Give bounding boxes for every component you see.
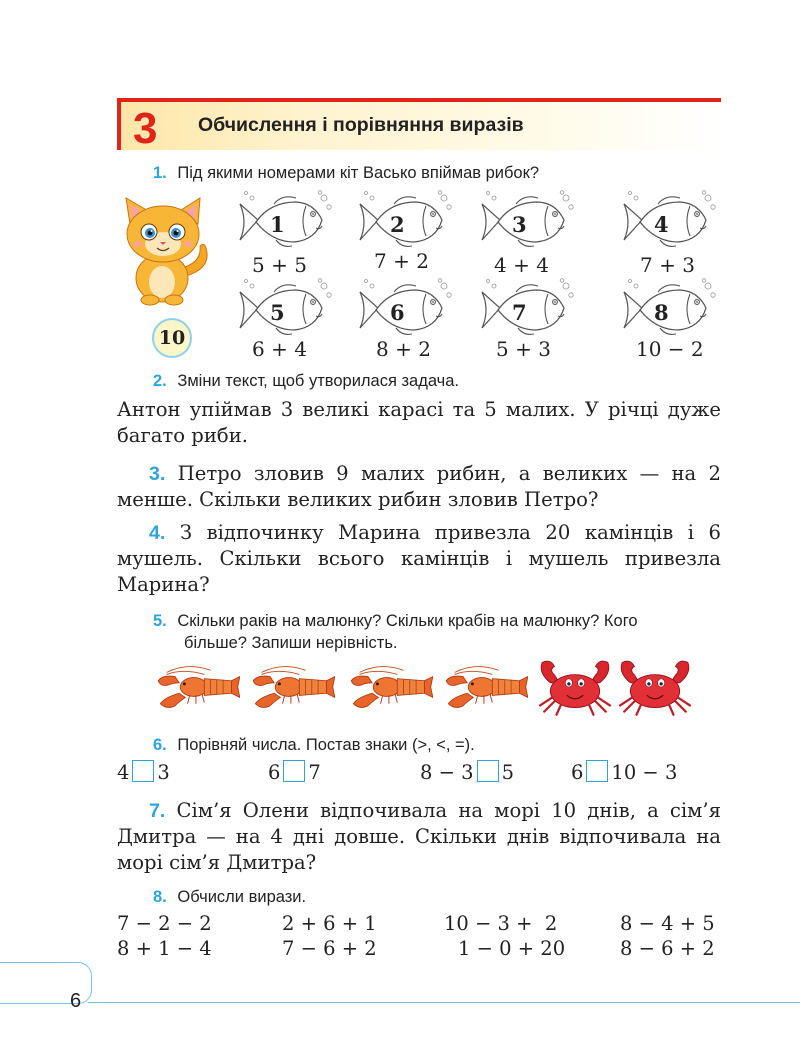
- task-2-story: Антон упіймав 3 великі карасі та 5 малих. У річці дуже багато риби.: [117, 398, 721, 447]
- fish-expression: 8 + 2: [376, 337, 431, 361]
- task-7: [117, 798, 721, 876]
- comparison-right: 3: [157, 761, 170, 784]
- comparison-right: 10 − 3: [611, 761, 678, 784]
- fish-icon: [356, 278, 456, 344]
- task-1-prompt: [153, 164, 539, 183]
- fish-icon: [236, 278, 336, 344]
- fish-expression: 7 + 3: [640, 253, 695, 277]
- fish-icon: [620, 190, 720, 256]
- crayfish-icon: [156, 664, 240, 710]
- crayfish-icon: [251, 664, 335, 710]
- page-number: 6: [70, 990, 82, 1012]
- task-4: [117, 520, 721, 598]
- fish-label: 4: [654, 212, 669, 237]
- task-2-number: 2.: [153, 372, 167, 390]
- task-6-text: Порівняй числа. Постав знаки (>, <, =).: [177, 736, 475, 754]
- expression: 8 − 4 + 5: [620, 912, 715, 935]
- task-6-prompt: [153, 736, 475, 755]
- fish-expression: 4 + 4: [494, 253, 549, 277]
- fish-item: [236, 190, 336, 261]
- task-1-number: 1.: [153, 164, 167, 182]
- fish-label: 7: [512, 300, 527, 325]
- comparison-left: 4: [117, 761, 130, 784]
- expression: 8 + 1 − 4: [117, 937, 212, 960]
- task-7-number: 7.: [149, 800, 166, 822]
- task-2-text: Зміни текст, щоб утворилася задача.: [177, 372, 460, 390]
- comparison-item: [420, 760, 514, 784]
- fish-label: 3: [512, 212, 527, 237]
- footer-divider: [88, 1002, 800, 1003]
- task-2-prompt: [153, 372, 459, 391]
- comparison-item: [268, 760, 321, 784]
- answer-box[interactable]: [586, 760, 608, 782]
- expression: 8 − 6 + 2: [620, 937, 715, 960]
- answer-box[interactable]: [283, 760, 305, 782]
- fish-label: 5: [270, 300, 285, 325]
- crayfish-icon: [349, 664, 433, 710]
- task-5-number: 5.: [153, 612, 167, 630]
- answer-box[interactable]: [132, 760, 154, 782]
- task-5-text-line1: Скільки раків на малюнку? Скільки крабів на малюнку? Кого: [177, 612, 638, 630]
- fish-label: 2: [390, 212, 405, 237]
- task-1-text: Під якими номерами кіт Васько впіймав рибок?: [177, 164, 540, 182]
- task-3-number: 3.: [149, 463, 166, 485]
- fish-item: [478, 190, 578, 261]
- task-8-text: Обчисли вирази.: [177, 888, 307, 906]
- comparison-right: 7: [308, 761, 321, 784]
- fish-expression: 5 + 3: [496, 337, 551, 361]
- fish-expression: 5 + 5: [252, 253, 307, 277]
- task-8-prompt: [153, 888, 306, 907]
- expression: 1 − 0 + 20: [458, 937, 566, 960]
- fish-expression: 6 + 4: [252, 337, 307, 361]
- fish-icon: [620, 278, 720, 344]
- comparison-left: 8 − 3: [420, 761, 474, 784]
- crab-icon: [616, 658, 694, 716]
- lesson-number: 3: [133, 104, 158, 153]
- fish-expression: 7 + 2: [374, 249, 429, 273]
- expression: 7 − 6 + 2: [282, 937, 377, 960]
- cat-icon: [116, 196, 214, 308]
- fish-label: 6: [390, 300, 405, 325]
- expression: 2 + 6 + 1: [282, 912, 377, 935]
- answer-circle: [152, 318, 192, 358]
- task-6-number: 6.: [153, 736, 167, 754]
- answer-circle-value: 10: [158, 327, 186, 349]
- task-5-prompt: [153, 610, 638, 654]
- expression: 10 − 3 + 2: [444, 912, 558, 935]
- fish-expression: 10 − 2: [636, 337, 704, 361]
- comparison-item: [571, 760, 677, 784]
- fish-icon: [478, 190, 578, 256]
- lesson-title: Обчислення і порівняння виразів: [198, 114, 524, 136]
- task-7-text: Сім’я Олени відпочивала на морі 10 днів, а сім’я Дмитра — на 4 дні довше. Скільки днів відпочивала на морі сім’я Дмитра?: [117, 799, 721, 874]
- fish-label: 1: [270, 212, 285, 237]
- fish-icon: [478, 278, 578, 344]
- fish-icon: [356, 190, 456, 256]
- task-4-number: 4.: [149, 522, 166, 544]
- crab-icon: [536, 658, 614, 716]
- answer-box[interactable]: [477, 760, 499, 782]
- crayfish-icon: [444, 664, 528, 710]
- fish-label: 8: [654, 300, 669, 325]
- fish-icon: [236, 190, 336, 256]
- task-8-number: 8.: [153, 888, 167, 906]
- expression: 7 − 2 − 2: [117, 912, 212, 935]
- fish-item: [620, 190, 720, 261]
- comparison-left: 6: [571, 761, 584, 784]
- task-3: [117, 461, 721, 513]
- task-5-text-line2: більше? Запиши нерівність.: [184, 634, 398, 652]
- task-3-text: Петро зловив 9 малих рибин, а великих — на 2 менше. Скільки великих рибин зловив Петро?: [117, 462, 721, 511]
- comparison-item: [117, 760, 170, 784]
- comparison-right: 5: [501, 761, 514, 784]
- task-4-text: З відпочинку Марина привезла 20 камінців і 6 мушель. Скільки всього камінців і мушель привезла Марина?: [117, 521, 721, 596]
- comparison-left: 6: [268, 761, 281, 784]
